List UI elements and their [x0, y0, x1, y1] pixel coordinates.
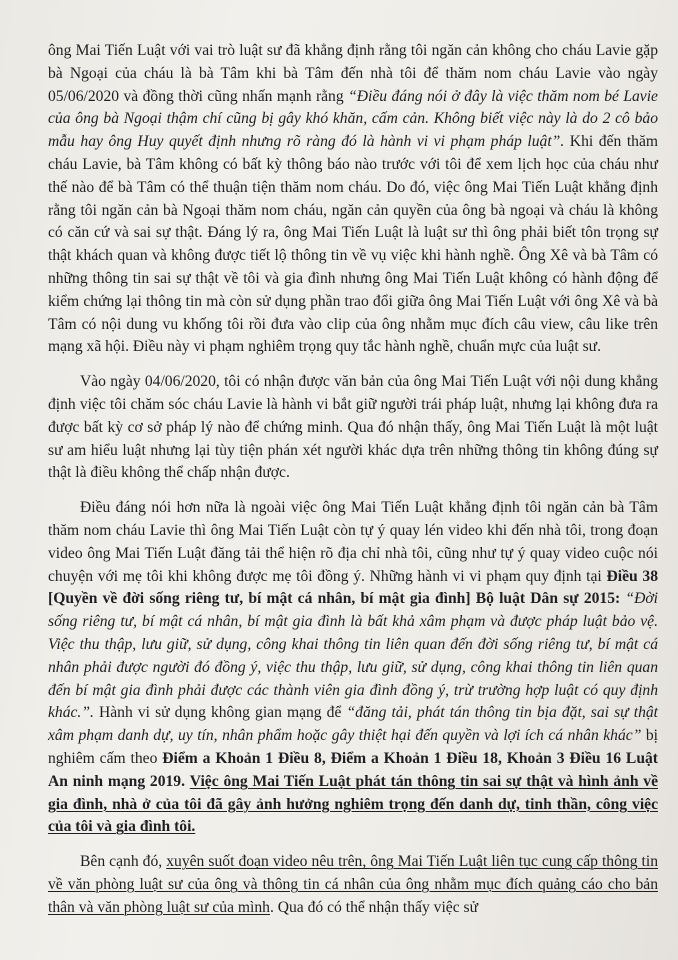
para3-article-38-quote: “Đời sống riêng tư, bí mật cá nhân, bí mật gia đình là bất khả xâm phạm và được pháp luật bảo vệ. Việc thu thập, lưu giữ, sử dụng, công khai thông tin liên quan đến đời sống riêng tư, bí mật cá nhân phải được người đó đồng ý, việc thu thập, lưu giữ, sử dụng, công khai thông tin liên quan đến bí mật gia đình phải được các thành viên gia đình đồng ý, trừ trường hợp luật có quy định khác.”.: [48, 590, 658, 722]
para1-text-a: ông Mai Tiến Luật với vai trò luật sư đã khẳng định rằng tôi ngăn cản không cho cháu Lavie gặp bà Ngoại của cháu là bà Tâm khi bà Tâm đến nhà tôi để thăm nom cháu Lavie vào ngày 05/06/2020 và đồng thời cũng nhấn mạnh rằng: [48, 42, 658, 105]
para3-conclusion-statement: Việc ông Mai Tiến Luật phát tán thông tin sai sự thật và hình ảnh về gia đình, nhà ở của tôi đã gây ảnh hưởng nghiêm trọng đến danh dự, tinh thần, công việc của tôi và gia đình tôi.: [48, 772, 659, 836]
paragraph-2: [48, 371, 658, 485]
para4-text-b: . Qua đó có thể nhận thấy việc sử: [269, 898, 479, 916]
paragraph-1: [48, 40, 658, 359]
para3-cyber-law-quote: “đăng tải, phát tán thông tin bịa đặt, sai sự thật xâm phạm danh dự, uy tín, nhân phẩm hoặc gây thiệt hại đến quyền và lợi ích cá nhân khác”: [48, 704, 658, 745]
para1-quote-mai-tien-luat: “Điều đáng nói ở đây là việc thăm nom bé Lavie của ông bà Ngoại thậm chí cũng bị gây khó khăn, cấm cản. Không biết việc này là do 2 cô bảo mẫu hay ông Huy quyết định nhưng rõ ràng đó là hành vi vi phạm pháp luật”.: [48, 87, 658, 151]
para3-cybersecurity-law-citation: Điểm a Khoản 1 Điều 8, Điểm a Khoản 1 Điều 18, Khoản 3 Điều 16 Luật An ninh mạng 2019.: [48, 749, 658, 790]
para3-text-c: bị nghiêm cấm theo: [48, 727, 659, 767]
para4-underlined-claim: xuyên suốt đoạn video nêu trên, ông Mai Tiến Luật liên tục cung cấp thông tin về văn phòng luật sư của ông và thông tin cá nhân của ông nhằm mục đích quảng cáo cho bản thân và văn phòng luật sư của mình: [48, 853, 659, 916]
para3-article-38-citation: Điều 38 [Quyền về đời sống riêng tư, bí mật cá nhân, bí mật gia đình] Bộ luật Dân sự 2015:: [48, 567, 658, 608]
para3-text-a: Điều đáng nói hơn nữa là ngoài việc ông Mai Tiến Luật khẳng định tôi ngăn cản bà Tâm thăm nom cháu Lavie thì ông Mai Tiến Luật còn tự ý quay lén video khi đến nhà tôi, trong đoạn video ông Mai Tiến Luật đăng tải thể hiện rõ địa chỉ nhà tôi, cũng như tự ý quay video cuộc nói chuyện với mẹ tôi khi không được mẹ tôi đồng ý. Những hành vi vi phạm quy định tại: [48, 499, 658, 585]
para2-text: Vào ngày 04/06/2020, tôi có nhận được văn bản của ông Mai Tiến Luật với nội dung khẳng định việc tôi chăm sóc cháu Lavie là hành vi bắt giữ người trái pháp luật, nhưng lại không đưa ra được bất kỳ cơ sở pháp lý nào để chứng minh. Qua đó nhận thấy, ông Mai Tiến Luật là một luật sư am hiểu luật nhưng lại tùy tiện phán xét người khác dựa trên những thông tin không đúng sự thật là điều không thể chấp nhận được.: [48, 373, 658, 482]
paragraph-3: [48, 497, 658, 839]
paragraph-4: [48, 851, 658, 919]
para3-text-b: Hành vi sử dụng không gian mạng để: [93, 704, 347, 722]
para1-text-b: Khi đến thăm cháu Lavie, bà Tâm không có bất kỳ thông báo nào trước với tôi để xem lịch học của cháu như thế nào để bà Tâm có thể thuận tiện thăm nom cháu. Do đó, việc ông Mai Tiến Luật khẳng định rằng tôi ngăn cản bà Ngoại thăm nom cháu, ngăn cản quyền của ông bà ngoại và cháu là không có căn cứ và sai sự thật. Đáng lý ra, ông Mai Tiến Luật là luật sư thì ông phải biết tôn trọng sự thật khách quan và không được tiết lộ thông tin về vụ việc khi hành nghề. Ông Xê và bà Tâm có những thông tin sai sự thật về tôi và gia đình nhưng ông Mai Tiến Luật không có hành động để kiểm chứng lại thông tin mà còn sử dụng phần trao đổi giữa ông Mai Tiến Luật với ông Xê và bà Tâm có nội dung vu khống tôi rồi đưa vào clip của ông nhằm mục đích câu view, câu like trên mạng xã hội. Điều này vi phạm nghiêm trọng quy tắc hành nghề, chuẩn mực của luật sư.: [48, 133, 659, 356]
para4-text-a: Bên cạnh đó,: [80, 853, 167, 871]
